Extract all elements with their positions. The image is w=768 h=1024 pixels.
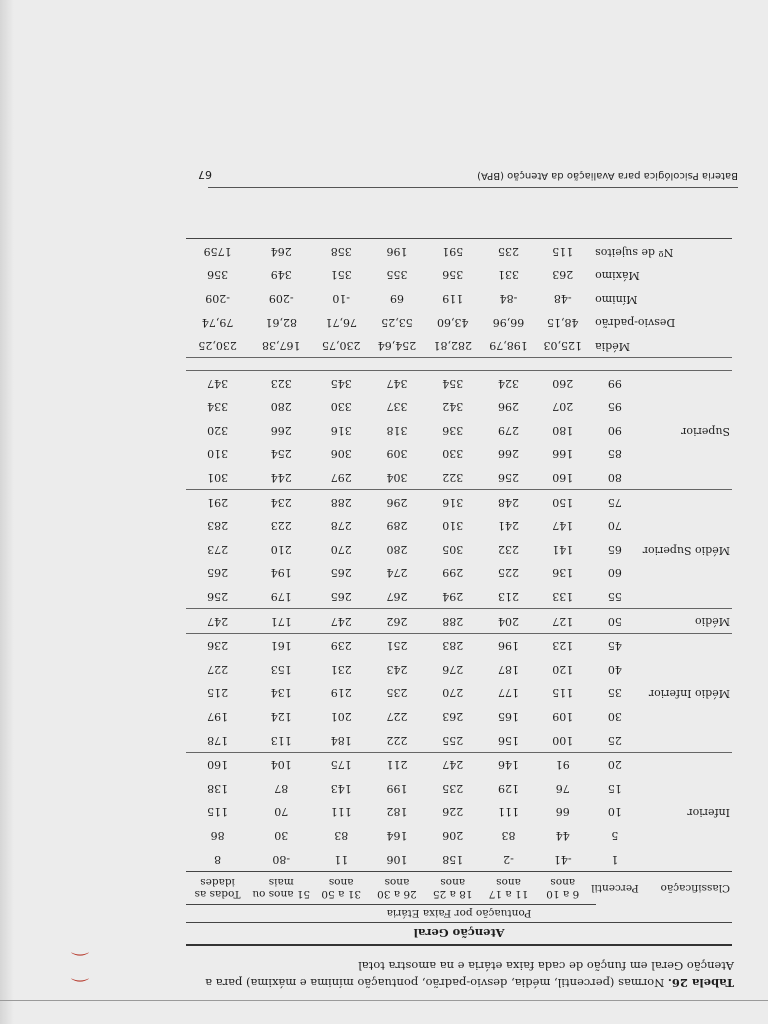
percentile-cell: 85 — [607, 447, 622, 461]
score-cell: 187 — [497, 662, 519, 676]
score-cell: 244 — [249, 466, 313, 490]
score-cell: 213 — [481, 585, 537, 609]
score-cell: 178 — [186, 728, 249, 752]
score-cell: 129 — [497, 781, 519, 795]
table-header-row — [186, 871, 732, 904]
score-cell: 156 — [481, 728, 537, 752]
classification-label: Médio Inferior — [641, 633, 732, 752]
score-cell: 111 — [330, 805, 352, 819]
score-cell: 158 — [442, 852, 464, 866]
score-cell: 196 — [497, 639, 519, 653]
score-cell: 160 — [207, 758, 229, 772]
handwritten-mark: ⌒ ⌒ — [71, 935, 89, 982]
score-cell: 256 — [481, 466, 537, 490]
column-header: Percentil — [591, 881, 639, 894]
percentile-cell: 15 — [607, 781, 622, 795]
top-rule — [186, 944, 732, 946]
score-cell: 206 — [442, 828, 464, 842]
stats-row — [186, 263, 732, 287]
score-cell: 175 — [330, 758, 352, 772]
score-cell: 83 — [501, 828, 516, 842]
spacer-cell — [186, 358, 732, 371]
score-cell: 8 — [214, 852, 222, 866]
score-cell: 180 — [552, 423, 574, 437]
classification-label: Superior — [641, 371, 732, 490]
score-cell: 204 — [481, 609, 537, 634]
score-cell: 280 — [386, 542, 408, 556]
score-cell: 299 — [442, 566, 464, 580]
caption-text: Normas (percentil, média, desvio-padrão, pontuação mínima e máxima) para a Atenção Geral em função de cada faixa etária e na amostra total — [205, 959, 734, 990]
score-cell: 210 — [270, 542, 292, 556]
stats-row — [186, 287, 732, 311]
column-header: 18 a 25 anos — [432, 875, 473, 900]
score-cell: 87 — [274, 781, 289, 795]
score-cell: 91 — [555, 758, 570, 772]
score-cell: 280 — [270, 400, 292, 414]
percentile-cell: 5 — [611, 828, 619, 842]
stat-value: 48,15 — [546, 315, 579, 329]
score-cell: 165 — [497, 710, 519, 724]
score-cell: 334 — [207, 400, 229, 414]
score-cell: 270 — [330, 542, 352, 556]
stat-value: 115 — [552, 244, 574, 258]
stat-value: 351 — [330, 268, 352, 282]
score-cell: 243 — [386, 662, 408, 676]
score-cell: 294 — [425, 585, 481, 609]
score-cell: 184 — [313, 728, 369, 752]
spacer-row — [186, 358, 732, 371]
score-cell: 267 — [369, 585, 425, 609]
score-cell: 70 — [274, 805, 289, 819]
percentile-cell: 90 — [607, 423, 622, 437]
stat-value: 282,81 — [425, 334, 481, 358]
score-cell: 265 — [330, 566, 352, 580]
stat-value: 79,74 — [201, 315, 234, 329]
score-cell: 306 — [330, 447, 352, 461]
classification-label: Inferior — [687, 806, 730, 820]
stats-row — [186, 334, 732, 358]
percentile-cell: 20 — [607, 758, 622, 772]
score-cell: 342 — [442, 400, 464, 414]
score-cell: 150 — [552, 495, 574, 509]
score-cell: 86 — [210, 828, 225, 842]
score-cell: 239 — [330, 639, 352, 653]
column-header: Todas as idades — [194, 875, 241, 900]
stat-value: 196 — [386, 244, 408, 258]
score-cell: 232 — [497, 542, 519, 556]
stat-value: -209 — [205, 291, 230, 305]
stat-value: 349 — [270, 268, 292, 282]
score-cell: 136 — [552, 566, 574, 580]
score-cell: 322 — [425, 466, 481, 490]
running-header — [198, 168, 738, 181]
score-cell: 310 — [442, 519, 464, 533]
score-cell: 194 — [270, 566, 292, 580]
score-cell: 115 — [207, 805, 229, 819]
percentile-cell: 45 — [607, 639, 622, 653]
score-cell: 123 — [552, 639, 574, 653]
score-cell: 171 — [249, 609, 313, 634]
stat-value: 69 — [389, 291, 404, 305]
stat-value: 119 — [442, 291, 464, 305]
stat-value: -48 — [553, 291, 572, 305]
score-cell: 138 — [207, 781, 229, 795]
percentile-cell: 10 — [607, 805, 622, 819]
score-cell: 279 — [497, 423, 519, 437]
score-cell: 247 — [442, 758, 464, 772]
score-cell: 274 — [386, 566, 408, 580]
percentile-cell: 80 — [589, 466, 641, 490]
stat-value: 264 — [270, 244, 292, 258]
score-cell: 223 — [270, 519, 292, 533]
score-cell: 106 — [386, 852, 408, 866]
stat-value: 331 — [497, 268, 519, 282]
score-cell: 164 — [386, 828, 408, 842]
section-title: Atenção Geral — [413, 926, 505, 940]
score-cell: 318 — [386, 423, 408, 437]
score-cell: 354 — [442, 376, 464, 390]
stat-value: 66,96 — [492, 315, 525, 329]
score-cell: 66 — [555, 805, 570, 819]
subheader-rule — [186, 904, 596, 905]
stat-label: Desvio-padrão — [595, 316, 676, 330]
score-cell: 143 — [330, 781, 352, 795]
score-cell: -41 — [553, 852, 572, 866]
score-cell: 160 — [536, 466, 589, 490]
score-cell: 113 — [249, 728, 313, 752]
score-cell: 304 — [369, 466, 425, 490]
table-row — [186, 847, 732, 871]
score-cell: 215 — [207, 686, 229, 700]
score-cell: 197 — [207, 710, 229, 724]
stat-value: 167,38 — [249, 334, 313, 358]
score-cell: 330 — [442, 447, 464, 461]
subheader: Pontuação por Faixa Etária — [386, 907, 532, 919]
score-cell: 133 — [536, 585, 589, 609]
stat-value: 230,75 — [313, 334, 369, 358]
score-cell: 120 — [552, 662, 574, 676]
score-cell: 247 — [186, 609, 249, 634]
score-cell: 297 — [313, 466, 369, 490]
score-cell: 236 — [207, 639, 229, 653]
stat-value: -10 — [332, 291, 351, 305]
score-cell: 44 — [555, 828, 570, 842]
percentile-cell: 55 — [589, 585, 641, 609]
score-cell: 255 — [425, 728, 481, 752]
percentile-cell: 95 — [607, 400, 622, 414]
column-header: 6 a 10 anos — [546, 875, 580, 900]
score-cell: 247 — [313, 609, 369, 634]
score-cell: 100 — [536, 728, 589, 752]
book-title: Bateria Psicológica para Avaliação da Atenção (BPA) — [477, 170, 738, 181]
score-cell: 231 — [330, 662, 352, 676]
norms-table-block — [186, 238, 732, 946]
score-cell: 134 — [270, 686, 292, 700]
score-cell: 109 — [552, 710, 574, 724]
stat-value: 198,79 — [481, 334, 537, 358]
score-cell: 273 — [207, 542, 229, 556]
score-cell: 296 — [497, 400, 519, 414]
score-cell: 262 — [369, 609, 425, 634]
score-cell: 305 — [442, 542, 464, 556]
table-caption — [174, 958, 734, 991]
score-cell: 309 — [386, 447, 408, 461]
stat-label: Máximo — [595, 269, 640, 283]
percentile-cell: 70 — [607, 519, 622, 533]
stat-value: 1759 — [203, 244, 232, 258]
stat-value: 254,64 — [369, 334, 425, 358]
score-cell: 330 — [330, 400, 352, 414]
norms-table — [186, 239, 732, 904]
score-cell: 248 — [497, 495, 519, 509]
percentile-cell: 50 — [589, 609, 641, 634]
column-header: 51 anos ou mais — [252, 875, 311, 900]
score-cell: 316 — [330, 423, 352, 437]
score-cell: 278 — [330, 519, 352, 533]
percentile-cell: 60 — [607, 566, 622, 580]
percentile-cell: 25 — [589, 728, 641, 752]
score-cell: 207 — [552, 400, 574, 414]
stat-label: Mínimo — [595, 292, 638, 306]
stat-value: 356 — [207, 268, 229, 282]
score-cell: 296 — [386, 495, 408, 509]
stat-value: 43,60 — [436, 315, 469, 329]
table-row — [186, 585, 732, 609]
column-header: 11 a 17 anos — [488, 875, 529, 900]
score-cell: 225 — [497, 566, 519, 580]
score-cell: 182 — [386, 805, 408, 819]
caption-bold: Tabela 26. — [667, 976, 734, 990]
score-cell: 235 — [442, 781, 464, 795]
score-cell: -80 — [272, 852, 291, 866]
score-cell: 211 — [386, 758, 408, 772]
score-cell: 201 — [330, 710, 352, 724]
score-cell: 104 — [270, 758, 292, 772]
score-cell: 146 — [497, 758, 519, 772]
running-header-rule — [208, 187, 738, 188]
percentile-cell: 35 — [607, 686, 622, 700]
score-cell: 347 — [386, 376, 408, 390]
score-cell: 179 — [249, 585, 313, 609]
score-cell: 270 — [442, 686, 464, 700]
score-cell: 265 — [313, 585, 369, 609]
stats-row — [186, 239, 732, 263]
score-cell: 276 — [442, 662, 464, 676]
score-cell: 291 — [207, 495, 229, 509]
stat-value: 235 — [497, 244, 519, 258]
stat-label: Nº de sujeitos — [595, 245, 674, 259]
score-cell: 263 — [442, 710, 464, 724]
score-cell: 177 — [497, 686, 519, 700]
score-cell: 251 — [386, 639, 408, 653]
score-cell: 199 — [386, 781, 408, 795]
score-cell: 227 — [207, 662, 229, 676]
column-header: 26 a 30 anos — [377, 875, 417, 900]
score-cell: 222 — [369, 728, 425, 752]
stat-value: -209 — [268, 291, 294, 305]
score-cell: 166 — [552, 447, 574, 461]
score-cell: 127 — [536, 609, 589, 634]
score-cell: 226 — [442, 805, 464, 819]
percentile-cell: 40 — [607, 662, 622, 676]
score-cell: 324 — [497, 376, 519, 390]
stat-value: 356 — [442, 268, 464, 282]
score-cell: 115 — [552, 686, 574, 700]
column-header: Classificação — [660, 881, 730, 894]
table-body — [186, 239, 732, 871]
stat-label: Média — [589, 334, 732, 358]
percentile-cell: 75 — [607, 495, 622, 509]
score-cell: 265 — [207, 566, 229, 580]
score-cell: 288 — [330, 495, 352, 509]
section-rule — [186, 922, 732, 923]
stat-value: 76,71 — [325, 315, 357, 329]
score-cell: 147 — [552, 519, 574, 533]
table-row — [186, 466, 732, 490]
score-cell: 11 — [334, 852, 349, 866]
score-cell: 336 — [442, 423, 464, 437]
score-cell: 124 — [270, 710, 292, 724]
stat-value: 82,61 — [265, 315, 297, 329]
score-cell: 260 — [552, 376, 574, 390]
stats-row — [186, 310, 732, 334]
score-cell: 289 — [386, 519, 408, 533]
score-cell: 301 — [186, 466, 249, 490]
stat-value: 53,25 — [381, 315, 413, 329]
bottom-table-rule — [186, 238, 732, 239]
classification-label: Médio Superior — [641, 490, 732, 609]
score-cell: 227 — [386, 710, 408, 724]
table-row — [186, 609, 732, 634]
score-cell: 83 — [334, 828, 349, 842]
score-cell: 235 — [386, 686, 408, 700]
score-cell: 219 — [330, 686, 352, 700]
score-cell: 241 — [497, 519, 519, 533]
score-cell: 345 — [330, 376, 352, 390]
score-cell: 288 — [425, 609, 481, 634]
score-cell: 266 — [270, 423, 292, 437]
stat-value: 230,25 — [186, 334, 249, 358]
score-cell: 283 — [207, 519, 229, 533]
stat-value: 358 — [330, 244, 352, 258]
score-cell: 234 — [270, 495, 292, 509]
percentile-cell: 1 — [611, 852, 619, 866]
percentile-cell: 99 — [607, 376, 622, 390]
score-cell: 337 — [386, 400, 408, 414]
score-cell: 316 — [442, 495, 464, 509]
stat-value: 263 — [552, 268, 574, 282]
column-header: 31 a 50 anos — [321, 875, 362, 900]
score-cell: 266 — [497, 447, 519, 461]
table-row — [186, 728, 732, 752]
score-cell: 161 — [270, 639, 292, 653]
percentile-cell: 30 — [607, 710, 622, 724]
score-cell: 283 — [442, 639, 464, 653]
percentile-cell: 65 — [607, 542, 622, 556]
stat-value: 125,03 — [536, 334, 589, 358]
page-number: 67 — [198, 168, 212, 181]
score-cell: 254 — [270, 447, 292, 461]
score-cell: 30 — [274, 828, 289, 842]
score-cell: 111 — [497, 805, 519, 819]
score-cell: 141 — [552, 542, 574, 556]
stat-value: 355 — [386, 268, 408, 282]
stat-value: 591 — [442, 244, 464, 258]
score-cell: 323 — [270, 376, 292, 390]
score-cell: 310 — [207, 447, 229, 461]
classification-label: Médio — [641, 609, 732, 634]
score-cell: 153 — [270, 662, 292, 676]
score-cell: 256 — [186, 585, 249, 609]
score-cell: 76 — [555, 781, 570, 795]
score-cell: 347 — [207, 376, 229, 390]
score-cell: -2 — [503, 852, 514, 866]
score-cell: 320 — [207, 423, 229, 437]
stat-value: -84 — [499, 291, 518, 305]
